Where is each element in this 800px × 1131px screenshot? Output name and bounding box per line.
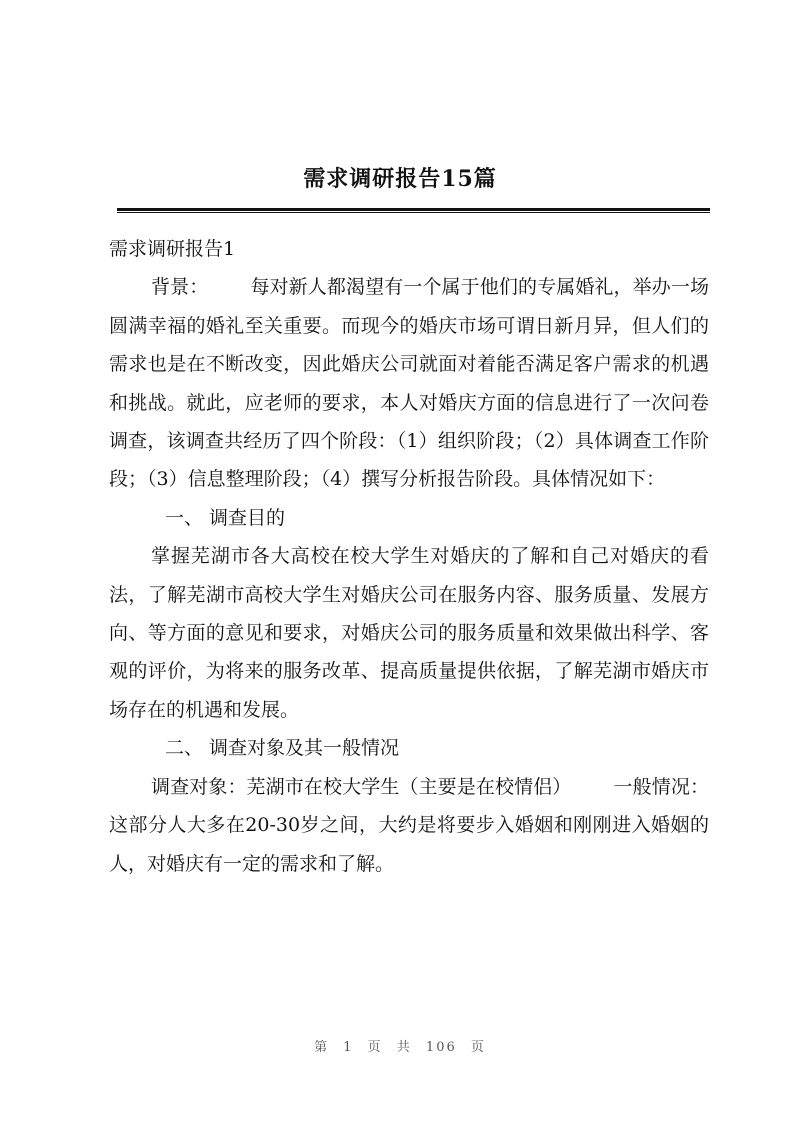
section2-paragraph <box>109 768 709 883</box>
section1-title: 一、 调查目的 <box>165 506 286 529</box>
section2-title: 二、 调查对象及其一般情况 <box>165 737 400 760</box>
background-text: 每对新人都渴望有一个属于他们的专属婚礼，举办一场圆满幸福的婚礼至关重要。而现今的婚庆市场可谓日新月异，但人们的需求也是在不断改变，因此婚庆公司就面对着能否满足客户需求的机遇和挑战。就此，应老师的要求，本人对婚庆方面的信息进行了一次问卷调查，该调查共经历了四个阶段：（1）组织阶段；（2）具体调查工作阶段；（3）信息整理阶段；（4）撰写分析报告阶段。具体情况如下： <box>109 276 709 491</box>
report-heading: 需求调研报告1 <box>109 238 236 260</box>
document-body <box>109 230 709 883</box>
background-label: 背景： <box>151 276 209 299</box>
document-title: 需求调研报告15篇 <box>303 166 497 192</box>
general-situation-text: 一般情况：这部分人大多在20-30岁之间，大约是将要步入婚姻和刚刚进入婚姻的人，对婚庆有一定的需求和了解。 <box>109 775 709 875</box>
background-paragraph <box>109 268 709 498</box>
survey-object-text: 调查对象：芜湖市在校大学生（主要是在校情侣） <box>151 775 572 798</box>
section1-paragraph: 掌握芜湖市各大高校在校大学生对婚庆的了解和自己对婚庆的看法，了解芜湖市高校大学生对婚庆公司在服务内容、服务质量、发展方向、等方面的意见和要求，对婚庆公司的服务质量和效果做出科学、客观的评价，为将来的服务改革、提高质量提供依据，了解芜湖市婚庆市场存在的机遇和发展。 <box>109 545 709 721</box>
page-footer: 第 1 页 共 106 页 <box>314 1040 486 1055</box>
title-divider <box>117 208 710 213</box>
